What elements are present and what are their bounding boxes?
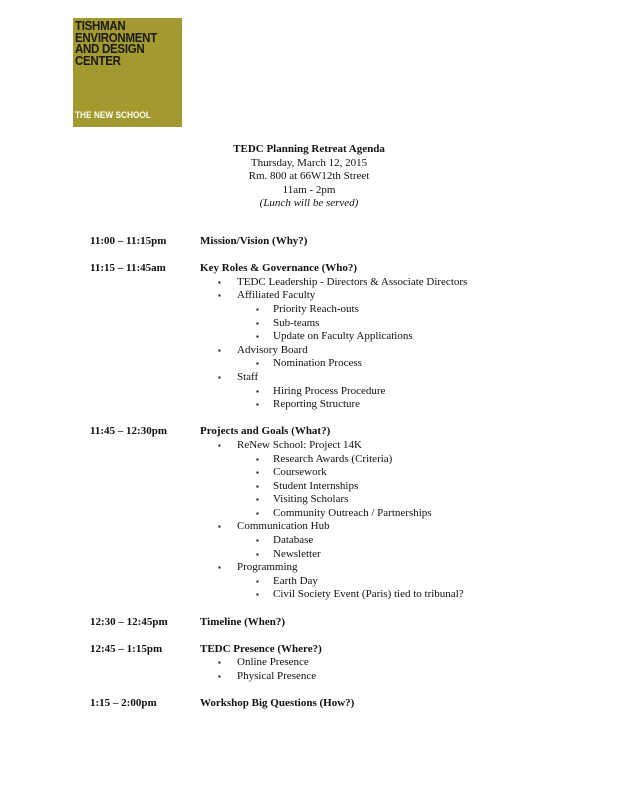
logo-title [75,21,157,67]
bullet-icon: ▪ [218,291,221,301]
list-item [90,453,590,467]
section-heading: Key Roles & Governance (Who?) [200,262,358,275]
bullet-icon: ▪ [256,508,259,518]
list-item [90,385,590,399]
logo-subtitle: THE NEW SCHOOL [75,110,151,120]
list-item-text: Sub-teams [273,316,320,329]
bullet-icon: ▪ [218,672,221,681]
agenda-note: (Lunch will be served) [259,197,359,210]
bullet-icon: ▪ [218,563,221,573]
logo-line: AND DESIGN [75,42,145,56]
agenda-list [90,235,590,724]
list-item [90,561,590,575]
bullet-icon: ▪ [218,658,221,668]
bullet-icon: ▪ [256,318,259,328]
list-item-text: Research Awards (Criteria) [273,452,393,465]
list-item-text: Nomination Process [273,357,362,370]
list-item [90,670,590,684]
bullet-icon: ▪ [256,386,259,396]
list-item [90,317,590,331]
list-item-text: Online Presence [237,656,309,669]
list-item [90,330,590,344]
list-item-text: Coursework [273,466,327,479]
list-item-text: ReNew School: Project 14K [237,438,362,451]
agenda-date: Thursday, March 12, 2015 [250,156,368,169]
bullet-icon: ▪ [218,522,221,532]
agenda-section [90,235,590,249]
tishman-logo [73,18,182,127]
list-item-text: Affiliated Faculty [237,289,316,302]
list-item [90,357,590,371]
section-time: 11:00 – 11:15pm [90,235,167,247]
bullet-icon: ▪ [256,481,259,491]
agenda-section [90,425,590,602]
bullet-icon: ▪ [218,345,221,355]
list-item [90,520,590,534]
logo-line: ENVIRONMENT [75,30,157,45]
list-item-text: Advisory Board [237,343,308,356]
list-item-text: Staff [237,370,259,383]
bullet-icon: ▪ [218,277,221,287]
list-item [90,548,590,562]
bullet-icon: ▪ [256,400,259,410]
bullet-icon: ▪ [256,454,259,464]
list-item [90,656,590,670]
list-item [90,507,590,521]
section-time: 12:45 – 1:15pm [90,642,163,655]
list-item-text: Database [273,534,314,547]
list-item-text: TEDC Leadership - Directors & Associate Directors [237,275,468,288]
section-heading: TEDC Presence (Where?) [200,642,322,655]
list-item [90,588,590,602]
bullet-icon: ▪ [256,495,259,505]
bullet-icon: ▪ [256,536,259,546]
agenda-section [90,697,590,711]
section-heading: Mission/Vision (Why?) [200,235,308,247]
logo-line: CENTER [75,53,121,68]
agenda-section [90,643,590,684]
agenda-header [0,143,618,211]
list-item [90,371,590,385]
list-item-text: Priority Reach-outs [273,302,359,315]
list-item [90,466,590,480]
list-item-text: Student Internships [273,479,359,492]
list-item-text: Update on Faculty Applications [273,330,413,343]
bullet-icon: ▪ [256,576,259,586]
bullet-icon: ▪ [256,332,259,342]
list-item [90,480,590,494]
bullet-icon: ▪ [218,440,221,450]
section-time: 1:15 – 2:00pm [90,697,157,710]
section-heading: Workshop Big Questions (How?) [200,697,355,710]
bullet-icon: ▪ [256,468,259,478]
section-heading: Timeline (When?) [200,615,286,628]
bullet-icon: ▪ [256,590,259,600]
bullet-icon: ▪ [218,372,221,382]
list-item-text: Newsletter [273,547,321,560]
list-item-text: Reporting Structure [273,398,361,411]
list-item-text: Physical Presence [237,670,317,682]
list-item [90,289,590,303]
agenda-time: 11am - 2pm [282,183,336,196]
agenda-location: Rm. 800 at 66W12th Street [248,170,370,183]
list-item-text: Civil Society Event (Paris) tied to tribunal? [273,588,464,601]
section-heading: Projects and Goals (What?) [200,425,331,438]
section-time: 12:30 – 12:45pm [90,615,168,628]
agenda-title: TEDC Planning Retreat Agenda [233,143,385,155]
bullet-icon: ▪ [256,359,259,369]
list-item-text: Visiting Scholars [273,493,349,506]
list-item [90,439,590,453]
bullet-icon: ▪ [256,549,259,559]
agenda-section [90,262,590,412]
logo-line: TISHMAN [75,19,126,33]
section-time: 11:15 – 11:45am [90,262,166,275]
agenda-section [90,616,590,630]
bullet-icon: ▪ [256,304,259,314]
list-item-text: Programming [237,561,298,574]
list-item-text: Communication Hub [237,520,330,533]
list-item [90,398,590,412]
list-item [90,303,590,317]
list-item [90,276,590,290]
list-item [90,344,590,358]
list-item-text: Earth Day [273,574,318,587]
list-item [90,575,590,589]
section-time: 11:45 – 12:30pm [90,425,167,438]
list-item [90,493,590,507]
list-item-text: Hiring Process Procedure [273,384,386,397]
list-item-text: Community Outreach / Partnerships [273,506,432,519]
list-item [90,534,590,548]
